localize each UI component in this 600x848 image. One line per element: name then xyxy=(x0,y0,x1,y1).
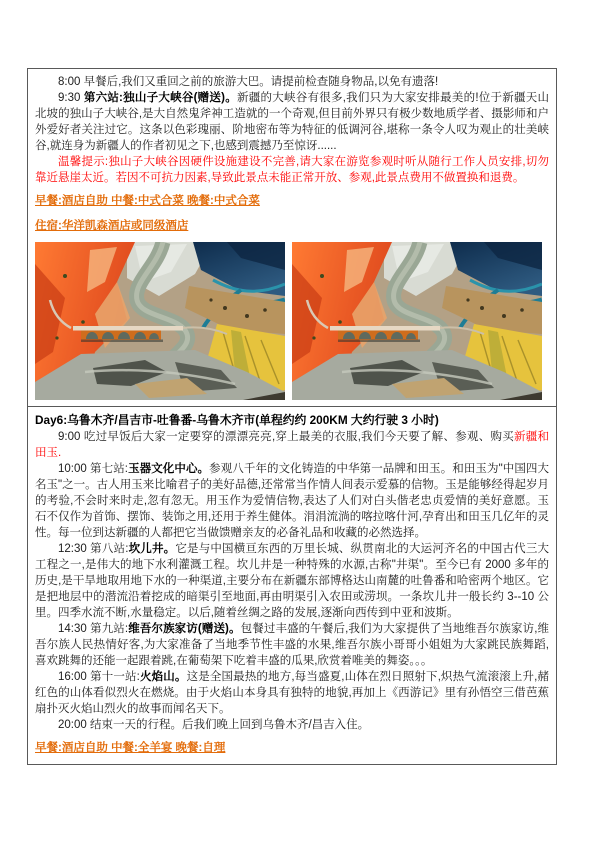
hetian-jade-highlight: 新疆和田玉. xyxy=(35,431,549,459)
dushanzi-canyon-photo-2 xyxy=(292,242,542,400)
day5-meals-row: 早餐:酒店自助 中餐:中式合菜 晚餐:中式合菜 xyxy=(35,195,260,207)
day6-section xyxy=(28,406,556,764)
photo-row xyxy=(35,242,549,400)
stop6-description: 新疆的大峡谷有很多,我们只为大家安排最美的!位于新疆天山北坡的独山子大峡谷,是大自然鬼斧神工造就的一个奇观,但目前外界只有极少数地质学者、摄影师和户外爱好者关注过它。这条以色彩瑰丽、阶地密布等为特征的低调河谷,堪称一条令人叹为观止的壮美峡谷,就连身为新疆人的作者初见之下,也感到震撼乃至惊讶...... xyxy=(35,92,549,152)
stop9-description: 包餐过丰盛的午餐后,我们为大家提供了当地维吾尔族家访,维吾尔族人民热情好客,为大家准备了当地季节性丰盛的水果,维吾尔族小哥哥小姐姐为大家跳民族舞蹈,喜欢跳舞的还能一起跟着跳,在葡萄架下吃着丰盛的瓜果,欣赏着唯美的舞姿。。。 xyxy=(35,623,550,667)
paragraph-0900 xyxy=(35,429,549,461)
itinerary-table xyxy=(27,68,557,765)
paragraph-1600 xyxy=(35,669,549,717)
stop8-description: 它是与中国横亘东西的万里长城、纵贯南北的大运河齐名的中国古代三大工程之一,是伟大的地下水利灌溉工程。坎儿井是一种特殊的水源,古称"井渠"。至今已有 2000 多年的历史,是干旱地取用地下水的一种渠道,主要分布在新疆东部博格达山南麓的吐鲁番和哈密两个地区。它是把地层中的潜流沿着挖成的暗渠引至地面,再由明渠引入农田或涝坝。一条坎儿井一般长约 3--10 公里。四季水流不断,水量稳定。以后,随着丝绸之路的发展,逐渐向西传到中亚和波斯。 xyxy=(35,543,550,619)
day6-title: Day6:乌鲁木齐/昌吉市-吐鲁番-乌鲁木齐市(单程约约 200KM 大约行驶 3 小时) xyxy=(35,413,439,427)
stop6-title: 第六站:独山子大峡谷(赠送)。 xyxy=(83,92,237,104)
paragraph-1230 xyxy=(35,541,549,621)
paragraph-2000: 20:00 结束一天的行程。后我们晚上回到乌鲁木齐/昌吉入住。 xyxy=(58,719,370,731)
stop8-title: 坎儿井。 xyxy=(128,543,176,555)
warning-note: 温馨提示:独山子大峡谷因硬件设施建设不完善,请大家在游览参观时听从随行工作人员安排,切勿靠近悬崖太近。若因不可抗力因素,导致此景点未能正常开放、参观,此景点费用不做置换和退费。 xyxy=(35,156,549,184)
day5-section xyxy=(28,69,556,406)
time-1430: 14:30 第九站: xyxy=(58,623,129,635)
paragraph-1430 xyxy=(35,621,549,669)
stop11-description: 这是全国最热的地方,每当盛夏,山体在烈日照射下,炽热气流滚滚上升,赭红色的山体看似烈火在燃烧。由于火焰山本身具有独特的地貌,再加上《西游记》里有孙悟空三借芭蕉扇扑灭火焰山烈火的故事而闻名天下。 xyxy=(35,671,549,715)
paragraph-0800: 8:00 早餐后,我们又重回之前的旅游大巴。请提前检查随身物品,以免有遗落! xyxy=(58,76,439,88)
day5-lodging-row: 住宿:华洋凯森酒店或同级酒店 xyxy=(35,220,189,232)
stop7-title: 玉器文化中心。 xyxy=(127,463,210,475)
paragraph-0930 xyxy=(35,90,549,154)
dushanzi-canyon-photo-1 xyxy=(35,242,285,400)
stop9-title: 维吾尔族家访(赠送)。 xyxy=(128,623,241,635)
stop7-description: 参观八千年的文化铸造的中华第一品牌和田玉。和田玉为"中国四大名玉"之一。古人用玉来比喻君子的美好品德,还常常当作情人间表示爱慕的信物。玉是能够经得起岁月的考验,不会时来时走,忽有忽无。用玉作为爱情信物,表达了人们对白头偕老忠贞爱情的美好意愿。玉石不仅作为首饰、摆饰、装饰之用,还用于养生健体。涓涓流淌的喀拉喀什河,孕育出和田玉几亿年的灵性。每一位到达新疆的人都把它当做馈赠亲友的必备礼品和收藏的必然选择。 xyxy=(35,463,549,539)
day6-meals-row: 早餐:酒店自助 中餐:全羊宴 晚餐:自理 xyxy=(35,742,226,754)
time-0930: 9:30 xyxy=(58,92,84,104)
time-1600: 16:00 第十一站: xyxy=(58,671,140,683)
time-1000: 10:00 第七站: xyxy=(58,463,128,475)
p0900-text: 9:00 吃过早饭后大家一定要穿的漂漂亮亮,穿上最美的衣服,我们今天要了解、参观、购买 xyxy=(58,431,514,443)
stop11-title: 火焰山。 xyxy=(139,671,187,683)
paragraph-1000 xyxy=(35,461,549,541)
time-1230: 12:30 第八站: xyxy=(58,543,129,555)
